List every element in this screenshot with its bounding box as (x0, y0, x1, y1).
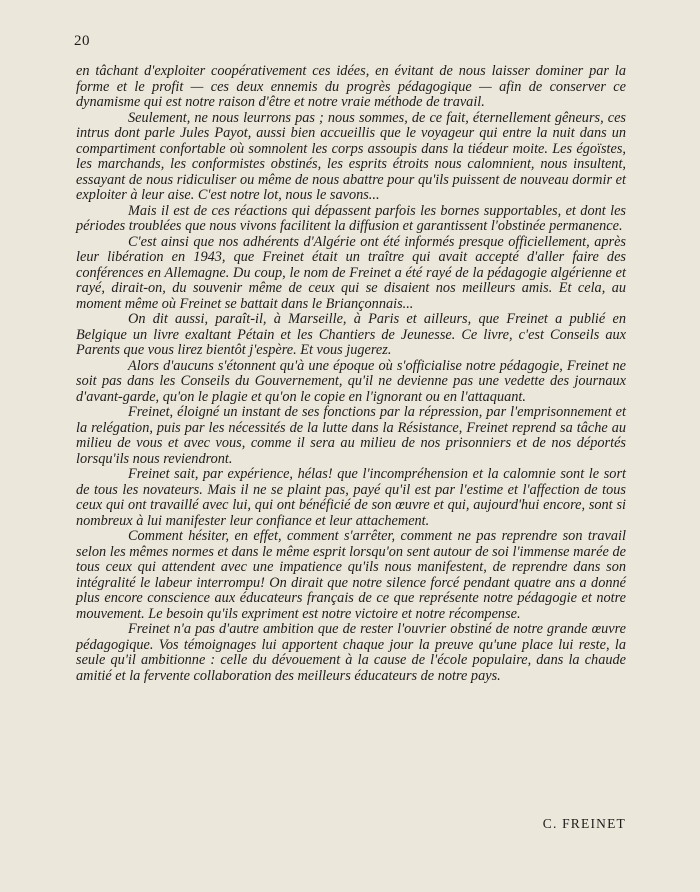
paragraph: Comment hésiter, en effet, comment s'arrêter, comment ne pas reprendre son travail selon les mêmes normes et dans le même esprit lorsqu'on sent autour de soi l'immense marée de tous ceux qui attendent avec une impatience qu'ils nous manifestent, de reprendre dans son intégralité le labeur interrompu! On dirait que notre silence forcé pendant quatre ans a donné plus encore conscience aux éducateurs français de ce que représente notre pédagogie et notre mouvement. Le besoin qu'ils expriment est notre victoire et notre récompense. (76, 528, 626, 622)
body-text (76, 64, 626, 684)
paragraph: C'est ainsi que nos adhérents d'Algérie ont été informés presque officiellement, après leur libération en 1943, que Freinet était un traître qui avait accepté d'aller faire des conférences en Allemagne. Du coup, le nom de Freinet a été rayé de la pédagogie algérienne et rayé, dirait-on, du souvenir même de ceux qui se disaient nos meilleurs amis. Et cela, au moment même où Freinet se battait dans le Briançonnais... (76, 233, 626, 312)
paragraph: Freinet, éloigné un instant de ses fonctions par la répression, par l'emprisonnement et la relégation, puis par les nécessités de la lutte dans la Résistance, Freinet reprend sa tâche au milieu de vous et avec vous, comme il sera au milieu de nos prisonniers et de nos déportés lorsqu'ils nous reviendront. (76, 404, 626, 467)
page-number: 20 (74, 33, 90, 49)
paragraph: Alors d'aucuns s'étonnent qu'à une époque où s'officialise notre pédagogie, Freinet ne soit pas dans les Conseils du Gouvernement, qu'il ne devienne pas une vedette des journaux d'avant-garde, qu'on le plagie et qu'on le copie en l'ignorant ou en l'attaquant. (76, 357, 626, 405)
paragraph: Freinet sait, par expérience, hélas! que l'incompréhension et la calomnie sont le sort de tous les novateurs. Mais il ne se plaint pas, payé qu'il est par l'estime et l'affection de tous ceux qui ont travaillé avec lui, qui ont bénéficié de son œuvre et qui, aujourd'hui encore, sont si nombreux à lui manifester leur confiance et leur attachement. (76, 466, 626, 529)
paragraph: en tâchant d'exploiter coopérativement ces idées, en évitant de nous laisser dominer par la forme et le profit — ces deux ennemis du progrès pédagogique — afin de conserver ce dynamisme qui est notre raison d'être et notre vraie méthode de travail. (76, 63, 626, 110)
paragraph: Seulement, ne nous leurrons pas ; nous sommes, de ce fait, éternellement gêneurs, ces intrus dont parle Jules Payot, aussi bien accueillis que le voyageur qui entre la nuit dans un compartiment confortable où somnolent les corps assoupis dans la tiédeur moite. Les égoïstes, les marchands, les conformistes obstinés, les esprits étroits nous calomnient, nous insultent, essayant de nous ridiculiser ou même de nous abattre pour qu'ils puissent de nouveau dormir et exploiter à leur aise. C'est notre lot, nous le savons... (76, 109, 626, 203)
author-signature: C. FREINET (542, 816, 626, 831)
paragraph: Mais il est de ces réactions qui dépassent parfois les bornes supportables, et dont les périodes troublées que nous vivons facilitent la diffusion et garantissent l'obstinée permanence. (76, 202, 626, 234)
paragraph: Freinet n'a pas d'autre ambition que de rester l'ouvrier obstiné de notre grande œuvre pédagogique. Vos témoignages lui apportent chaque jour la preuve qu'une place lui reste, la seule qu'il ambitionne : celle du dévouement à la cause de l'école populaire, dans la chaude amitié et la fervente collaboration des meilleurs éducateurs de notre pays. (76, 621, 626, 684)
paragraph: On dit aussi, paraît-il, à Marseille, à Paris et ailleurs, que Freinet a publié en Belgique un livre exaltant Pétain et les Chantiers de Jeunesse. Ce livre, c'est Conseils aux Parents que vous lirez bientôt j'espère. Et vous jugerez. (76, 311, 626, 358)
